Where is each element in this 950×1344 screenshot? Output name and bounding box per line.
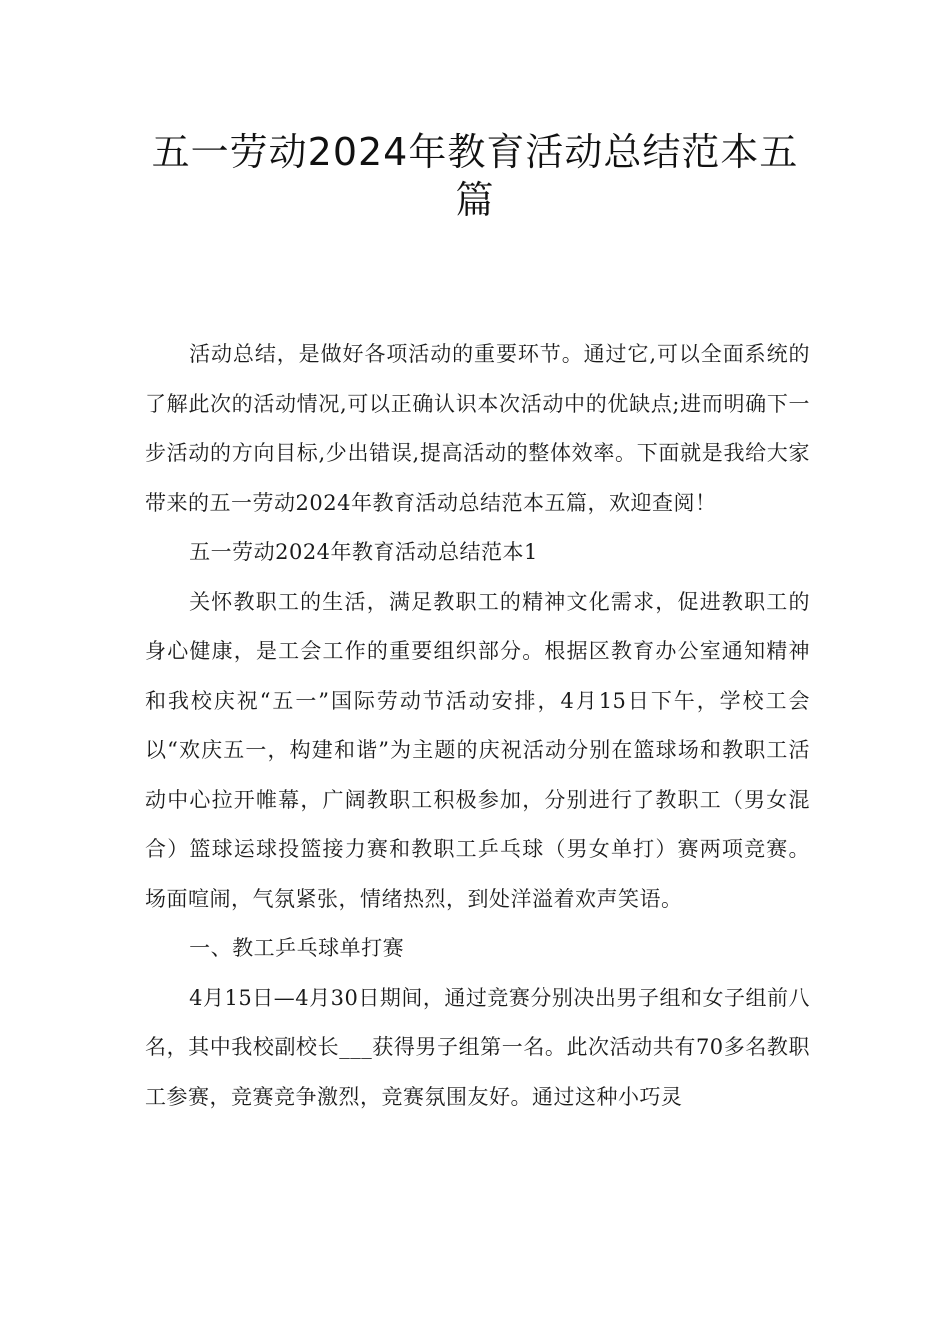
intro-paragraph: 活动总结，是做好各项活动的重要环节。通过它,可以全面系统的了解此次的活动情况,可以正确认识本次活动中的优缺点;进而明确下一步活动的方向目标,少出错误,提高活动的整体效率。下面就是我给大家带来的五一劳动2024年教育活动总结范本五篇，欢迎查阅！ xyxy=(145,342,810,515)
section-heading-1: 五一劳动2024年教育活动总结范本1 xyxy=(189,540,538,564)
document-body xyxy=(145,330,810,1122)
subsection-heading: 一、教工乒乓球单打赛 xyxy=(189,936,405,960)
body-paragraph: 4月15日—4月30日期间，通过竞赛分别决出男子组和女子组前八名，其中我校副校长___获得男子组第一名。此次活动共有70多名教职工参赛，竞赛竞争激烈，竞赛氛围友好。通过这种小巧灵 xyxy=(145,985,810,1109)
document-title: 五一劳动2024年教育活动总结范本五篇 xyxy=(151,130,799,222)
body-paragraph: 关怀教职工的生活，满足教职工的精神文化需求，促进教职工的身心健康，是工会工作的重要组织部分。根据区教育办公室通知精神和我校庆祝“五一”国际劳动节活动安排，4月15日下午，学校工会以“欢庆五一，构建和谐”为主题的庆祝活动分别在篮球场和教职工活动中心拉开帷幕，广阔教职工积极参加，分别进行了教职工（男女混合）篮球运球投篮接力赛和教职工乒乓球（男女单打）赛两项竞赛。场面喧闹，气氛紧张，情绪热烈，到处洋溢着欢声笑语。 xyxy=(145,589,810,911)
